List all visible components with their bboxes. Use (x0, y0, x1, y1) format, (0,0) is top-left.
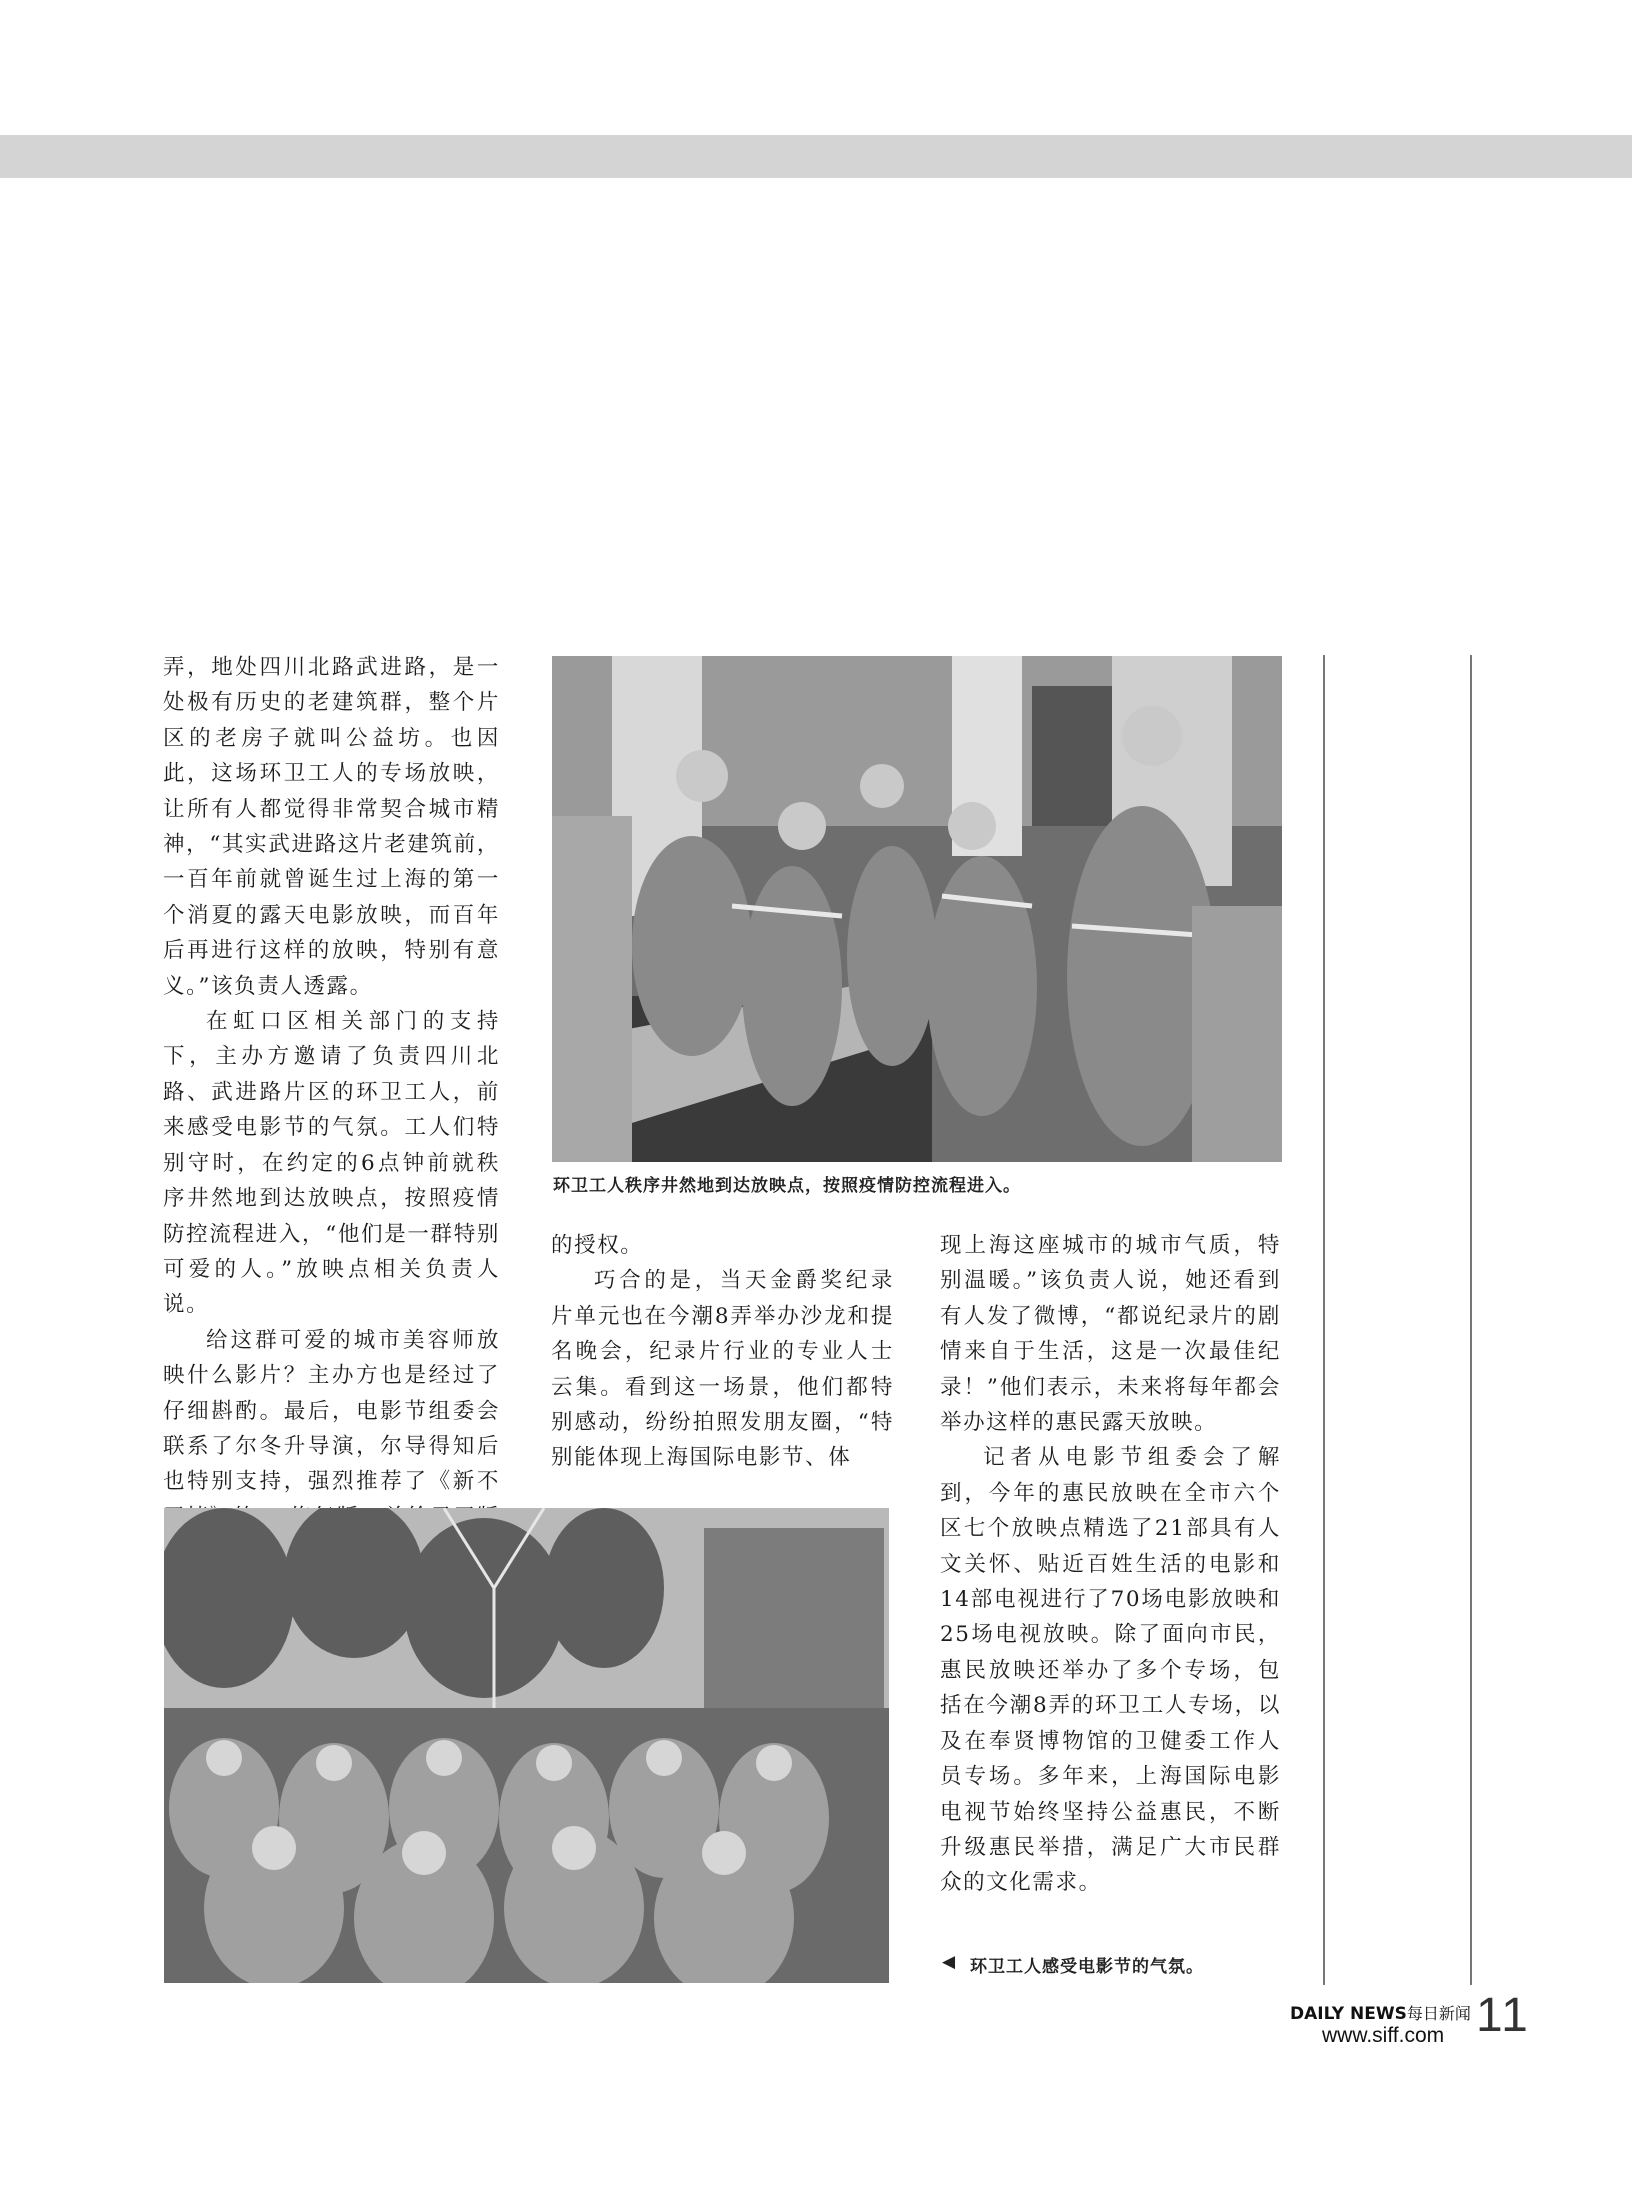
paragraph: 给这群可爱的城市美容师放映什么影片？主办方也是经过了仔细斟酌。最后，电影节组委会联系了尔冬升导演，尔导得知后也特别支持，强烈推荐了《新不 (163, 1327, 500, 1495)
footer-brand-zh: 每日新闻 (1406, 2004, 1471, 2023)
footer-url: www.siff.com (1322, 2024, 1445, 2047)
paragraph: 现上海这座城市的城市气质，特别温暖。”该负责人说，她还看到有人发了微博，“都说纪录片的剧情来自于生活，这是一次最佳纪录！”他们表示，未来将每年都会举办这样的惠民露天放映。 (940, 1233, 1281, 1436)
vertical-divider (1470, 655, 1472, 1985)
vertical-divider (1323, 655, 1325, 1985)
paragraph: 在虹口区相关部门的支持下，主办方邀请了负责四川北路、武进路片区的环卫工人，前来感受电影节的气氛。工人们特别守时，在约定的6点钟前就秩序井然地到达放映点，按照疫情防控流程进入，“他们是一群特别可爱的人。”放映点相关负责人说。 (163, 1009, 500, 1318)
photo-audience (164, 1508, 889, 1983)
article-column-3 (940, 1228, 1281, 1901)
photo-caption-arrow: ◀ (942, 1952, 957, 1972)
photo-caption: 环卫工人秩序井然地到达放映点，按照疫情防控流程进入。 (553, 1176, 1021, 1196)
photo-caption: 环卫工人感受电影节的气氛。 (970, 1957, 1204, 1977)
page-number: 11 (1476, 1989, 1530, 2042)
paragraph: 记者从电影节组委会了解到，今年的惠民放映在全市六个区七个放映点精选了21部具有人文关怀、贴近百姓生活的电影和14部电视进行了70场电影放映和25场电视放映。除了面向市民，惠民放映还举办了多个专场，包括在今潮8弄的环卫工人专场，以及在奉贤博物馆的卫健委工作人员专场。多年来，上海国际电影电视节始终坚持公益惠民，不断升级惠民举措，满足广大市民群众的文化需求。 (940, 1445, 1281, 1896)
paragraph: 弄，地处四川北路武进路，是一处极有历史的老建筑群，整个片区的老房子就叫公益坊。也因此，这场环卫工人的专场放映，让所有人都觉得非常契合城市精神，“其实武进路这片老建筑前，一百年前就曾诞生过上海的第一个消夏的露天电影放映，而百年后再进行这样的放映，特别有意义。”该负责人透露。 (163, 655, 500, 999)
article-column-2 (551, 1228, 894, 1476)
footer-brand (1290, 2001, 1471, 2024)
article-column-1 (163, 650, 500, 1571)
top-gray-band (0, 135, 1632, 178)
footer-brand-en: DAILY NEWS (1290, 2004, 1407, 2024)
paragraph: 的授权。 (551, 1233, 644, 1258)
photo-workers-checkin (552, 656, 1282, 1162)
paragraph: 巧合的是，当天金爵奖纪录片单元也在今潮8弄举办沙龙和提名晚会，纪录片行业的专业人士云集。看到这一场景，他们都特别感动，纷纷拍照发朋友圈，“特别能体现上海国际电影节、体 (551, 1268, 894, 1471)
